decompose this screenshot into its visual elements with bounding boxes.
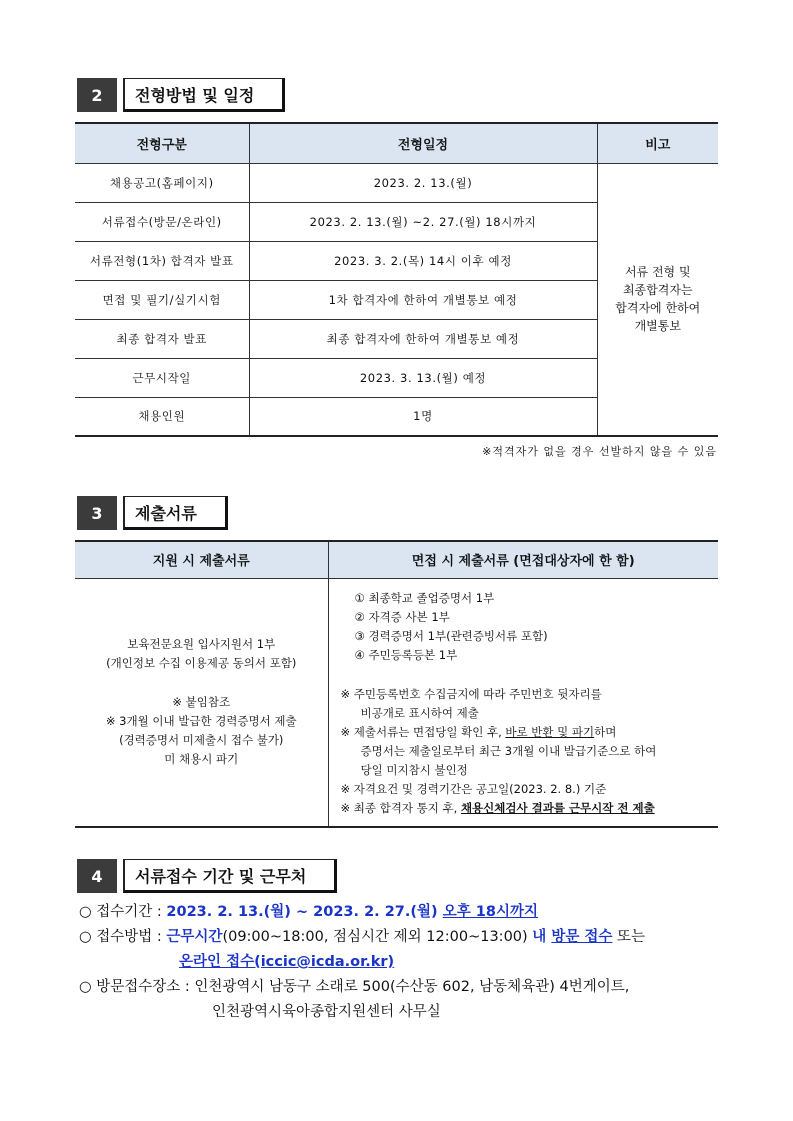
- section-title: 제출서류: [123, 496, 228, 530]
- remark-line: 서류 전형 및: [624, 265, 691, 280]
- method-line: ○ 접수방법 : 근무시간(09:00~18:00, 점심시간 제외 12:00~13:00) 내 방문 접수 또는: [79, 929, 646, 945]
- period-time: 오후 18시까지: [442, 904, 538, 920]
- note-line: ※ 자격요건 및 경력기간은 공고일(2023. 2. 8.) 기준: [340, 781, 607, 796]
- doc-line: ※ 붙임참조: [172, 695, 231, 709]
- table-row-schedule: 최종 합격자에 한하여 개별통보 예정: [249, 319, 597, 358]
- section-4-header: [77, 859, 337, 893]
- schedule-table: [75, 122, 718, 437]
- note-line: 당일 미지참시 불인정: [360, 762, 468, 777]
- section-title: 전형방법 및 일정: [123, 78, 285, 112]
- underlined-bold-text: 채용신체검사 결과를 근무시작 전 제출: [460, 800, 655, 815]
- submission-info: [79, 900, 645, 1025]
- method-hours: 근무시간: [166, 929, 223, 945]
- table-row-schedule: 2023. 2. 13.(월): [249, 163, 597, 202]
- interview-docs-cell: [328, 578, 718, 827]
- application-docs-cell: [75, 578, 328, 827]
- online-submission-link[interactable]: 온라인 접수(iccic@icda.or.kr): [179, 954, 395, 970]
- remark-line: 개별통보: [634, 319, 681, 334]
- section-number: 4: [77, 859, 117, 893]
- doc-line: (경력증명서 미제출시 접수 불가): [119, 733, 284, 747]
- place-office: 인천광역시육아종합지원센터 사무실: [212, 1004, 441, 1020]
- remark-line: 합격자에 한하여: [615, 301, 701, 316]
- table-row-stage: 서류접수(방문/온라인): [75, 202, 249, 241]
- note-line: 비공개로 표시하여 제출: [360, 705, 479, 720]
- header-remark: 비고: [597, 123, 718, 163]
- table-row-stage: 채용인원: [75, 397, 249, 436]
- note-line: 증명서는 제출일로부터 최근 3개월 이내 발급기준으로 하여: [360, 743, 657, 758]
- table-row-schedule: 1명: [249, 397, 597, 436]
- doc-line: 보육전문요원 입사지원서 1부: [127, 637, 276, 651]
- section-number: 2: [77, 78, 117, 112]
- note-line: ※ 주민등록번호 수집금지에 따라 주민번호 뒷자리를: [340, 686, 602, 701]
- table-row-schedule: 2023. 2. 13.(월) ~2. 27.(월) 18시까지: [249, 202, 597, 241]
- table-row-stage: 서류전형(1차) 합격자 발표: [75, 241, 249, 280]
- doc-line: (개인정보 수집 이용제공 동의서 포함): [106, 656, 297, 670]
- note-line: ※ 제출서류는 면접당일 확인 후, 바로 반환 및 파기하며: [340, 724, 617, 739]
- table-row-stage: 면접 및 필기/실기시험: [75, 280, 249, 319]
- list-item: ③ 경력증명서 1부(관련증빙서류 포함): [354, 628, 548, 643]
- note-line: ※ 최종 합격자 통지 후, 채용신체검사 결과를 근무시작 전 제출: [340, 800, 655, 815]
- header-stage: 전형구분: [75, 123, 249, 163]
- underlined-text: 바로 반환 및 파기: [505, 724, 595, 739]
- section-title: 서류접수 기간 및 근무처: [123, 859, 337, 893]
- table-row-schedule: 2023. 3. 13.(월) 예정: [249, 358, 597, 397]
- list-item: ② 자격증 사본 1부: [354, 609, 450, 624]
- header-interview-docs: 면접 시 제출서류 (면접대상자에 한 함): [328, 541, 718, 578]
- method-online-line: [79, 950, 645, 975]
- period-value: 2023. 2. 13.(월) ~ 2023. 2. 27.(월): [166, 904, 443, 920]
- remark-cell: [597, 163, 718, 436]
- table-row-stage: 채용공고(홈페이지): [75, 163, 249, 202]
- visit-submission: 방문 접수: [551, 929, 613, 945]
- table-row-schedule: 2023. 3. 2.(목) 14시 이후 예정: [249, 241, 597, 280]
- table-row-stage: 근무시작일: [75, 358, 249, 397]
- section-2-header: [77, 78, 285, 112]
- remark-line: 최종합격자는: [622, 283, 693, 298]
- doc-line: ※ 3개월 이내 발급한 경력증명서 제출: [105, 714, 297, 728]
- doc-line: 미 채용시 파기: [164, 752, 239, 766]
- table-row-stage: 최종 합격자 발표: [75, 319, 249, 358]
- documents-table: [75, 540, 718, 828]
- header-schedule: 전형일정: [249, 123, 597, 163]
- list-item: ④ 주민등록등본 1부: [354, 647, 458, 662]
- period-line: ○ 접수기간 : 2023. 2. 13.(월) ~ 2023. 2. 27.(월) 오후 18시까지: [79, 904, 538, 920]
- place-address: 인천광역시 남동구 소래로 500(수산동 602, 남동체육관) 4번게이트,: [194, 979, 630, 995]
- header-application-docs: 지원 시 제출서류: [75, 541, 328, 578]
- table-row-schedule: 1차 합격자에 한하여 개별통보 예정: [249, 280, 597, 319]
- section-3-header: [77, 496, 228, 530]
- selection-note: ※적격자가 없을 경우 선발하지 않을 수 있음: [482, 445, 717, 458]
- list-item: ① 최종학교 졸업증명서 1부: [354, 590, 495, 605]
- section-number: 3: [77, 496, 117, 530]
- place-line: ○ 방문접수장소 : 인천광역시 남동구 소래로 500(수산동 602, 남동체육관) 4번게이트,: [79, 979, 630, 995]
